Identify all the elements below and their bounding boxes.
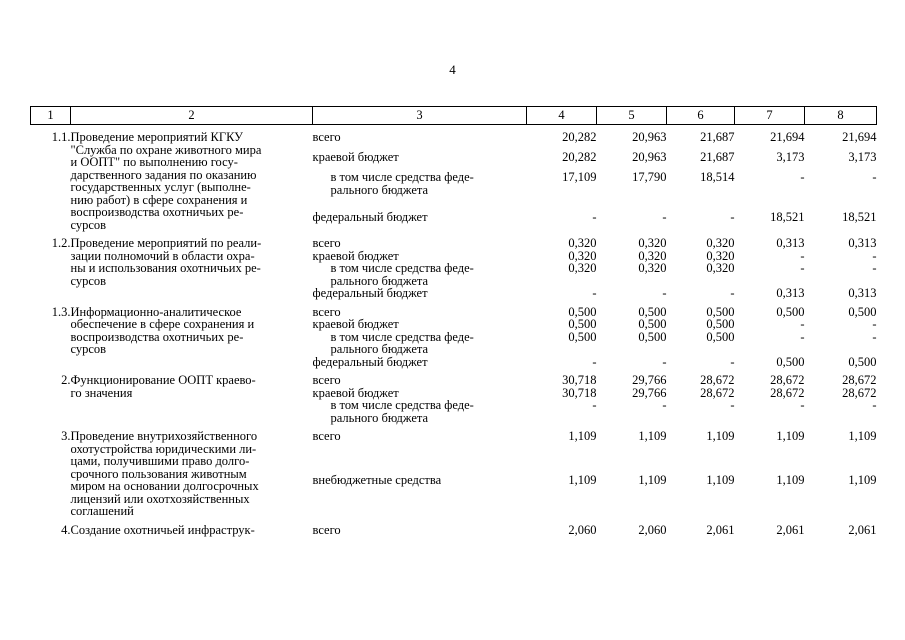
funding-source: всего (312, 130, 341, 144)
header-cell: 2 (71, 107, 313, 125)
value-cell: - (662, 398, 667, 412)
value-cell: 1,109 (568, 429, 597, 443)
item-number: 2. (61, 373, 71, 387)
value-cell: 20,282 (562, 150, 597, 164)
funding-source (313, 262, 527, 287)
value-cell: 0,500 (568, 304, 597, 319)
funding-source (313, 331, 527, 356)
header-cell: 7 (735, 107, 805, 125)
funding-source: всего (312, 236, 341, 250)
funding-source: краевой бюджет (312, 248, 399, 263)
header-cell: 1 (31, 107, 71, 125)
value-cell: 28,672 (770, 373, 805, 387)
item-name-line: Проведение мероприятий по реали- (70, 236, 262, 250)
item-name-line: цами, получившими право долго- (70, 454, 250, 468)
table-row (31, 306, 877, 319)
funding-source: федеральный бюджет (312, 286, 428, 300)
value-cell: 0,320 (638, 248, 667, 263)
value-cell: - (872, 317, 877, 331)
header-cell: 8 (805, 107, 877, 125)
item-name (71, 237, 313, 300)
value-cell: 0,500 (706, 304, 735, 319)
value-cell: 17,790 (632, 170, 667, 184)
value-cell: 21,694 (842, 130, 877, 144)
value-cell: 1,109 (848, 472, 877, 487)
value-cell: 1,109 (568, 472, 597, 487)
value-cell: 18,514 (700, 170, 735, 184)
value-cell: 0,320 (568, 261, 597, 275)
funding-source-line: в том числе средства феде- (330, 329, 474, 344)
value-cell: - (800, 329, 805, 344)
value-cell: - (800, 248, 805, 263)
funding-source-line: в том числе средства феде- (330, 398, 474, 412)
funding-source: всего (312, 522, 341, 537)
item-name (71, 524, 313, 537)
value-cell: 29,766 (632, 373, 667, 387)
table-row (31, 237, 877, 250)
value-cell: 20,963 (632, 150, 667, 164)
table-body (31, 125, 877, 537)
value-cell: - (662, 210, 667, 224)
value-cell: 29,766 (632, 385, 667, 400)
funding-source-line: рального бюджета (330, 410, 429, 425)
value-cell: 2,060 (638, 522, 667, 537)
value-cell: - (800, 398, 805, 412)
value-cell: 30,718 (562, 385, 597, 400)
item-name (71, 131, 313, 231)
item-name-line: зации полномочий в области охра- (70, 248, 255, 263)
value-cell: 28,672 (842, 373, 877, 387)
item-name (71, 374, 313, 424)
value-cell: 0,500 (638, 317, 667, 331)
value-cell: - (800, 170, 805, 184)
funding-source: федеральный бюджет (312, 210, 428, 224)
value-cell: - (662, 286, 667, 300)
value-cell: - (730, 398, 735, 412)
value-cell: 1,109 (776, 472, 805, 487)
value-cell: 0,500 (776, 304, 805, 319)
item-name-line: сурсов (70, 342, 107, 356)
value-cell: - (592, 210, 597, 224)
funding-source: краевой бюджет (312, 150, 399, 164)
item-number: 1.2. (51, 236, 71, 250)
value-cell: 28,672 (770, 385, 805, 400)
item-name-line: дарственного задания по оказанию (70, 167, 257, 182)
value-cell: 0,313 (776, 286, 805, 300)
value-cell: 2,060 (568, 522, 597, 537)
header-row (31, 107, 877, 125)
value-cell: - (592, 286, 597, 300)
item-number: 1.1. (51, 130, 71, 144)
value-cell: 1,109 (776, 429, 805, 443)
item-name-line: Функционирование ООПТ краево- (70, 373, 256, 387)
value-cell: 30,718 (562, 373, 597, 387)
value-cell: 3,173 (776, 150, 805, 164)
value-cell: - (730, 354, 735, 369)
budget-table (30, 106, 877, 536)
item-name-line: Проведение внутрихозяйственного (70, 429, 258, 443)
value-cell: 1,109 (638, 429, 667, 443)
value-cell: - (662, 354, 667, 369)
item-name (71, 430, 313, 518)
item-name-line: Создание охотничьей инфраструк- (70, 522, 255, 537)
value-cell: 0,500 (568, 317, 597, 331)
value-cell: 0,500 (568, 329, 597, 344)
value-cell: 21,687 (700, 150, 735, 164)
item-name-line: Информационно-аналитическое (70, 304, 242, 319)
value-cell: - (872, 170, 877, 184)
value-cell: - (800, 317, 805, 331)
item-name-line: срочного пользования животным (70, 466, 247, 481)
value-cell: 0,313 (848, 286, 877, 300)
value-cell: 1,109 (848, 429, 877, 443)
funding-source: внебюджетные средства (312, 472, 442, 487)
item-name-line: сурсов (70, 217, 107, 232)
value-cell: 0,313 (776, 236, 805, 250)
item-name-line: нию работ) в сфере сохранения и (70, 192, 248, 207)
value-cell: 28,672 (700, 385, 735, 400)
funding-source (313, 399, 527, 424)
funding-source: всего (312, 429, 341, 443)
item-name-line: лицензий или охотхозяйственных (70, 491, 250, 506)
table-row (31, 430, 877, 474)
value-cell: - (592, 354, 597, 369)
value-cell: 3,173 (848, 150, 877, 164)
value-cell: 1,109 (706, 429, 735, 443)
value-cell: 18,521 (842, 210, 877, 224)
item-name (71, 306, 313, 369)
item-name-line: го значения (70, 385, 133, 400)
value-cell: 2,061 (848, 522, 877, 537)
table-row (31, 524, 877, 537)
funding-source: краевой бюджет (312, 385, 399, 400)
header-cell: 6 (667, 107, 735, 125)
item-name-line: сурсов (70, 273, 107, 288)
value-cell: 18,521 (770, 210, 805, 224)
item-name-line: миром на основании долгосрочных (70, 479, 259, 493)
funding-source: всего (312, 304, 341, 319)
header-cell: 5 (597, 107, 667, 125)
value-cell: 0,313 (848, 236, 877, 250)
item-number: 3. (61, 429, 71, 443)
value-cell: 28,672 (842, 385, 877, 400)
value-cell: 1,109 (706, 472, 735, 487)
value-cell: - (872, 261, 877, 275)
funding-source: краевой бюджет (312, 317, 399, 331)
funding-source-line: рального бюджета (330, 342, 429, 356)
value-cell: 28,672 (700, 373, 735, 387)
value-cell: 0,500 (638, 329, 667, 344)
item-number: 4. (61, 522, 71, 537)
value-cell: 2,061 (776, 522, 805, 537)
value-cell: - (872, 248, 877, 263)
item-name-line: ны и использования охотничьих ре- (70, 261, 261, 275)
value-cell: 17,109 (562, 170, 597, 184)
funding-source (313, 171, 527, 211)
funding-source-line: рального бюджета (330, 182, 429, 197)
value-cell: 0,320 (706, 261, 735, 275)
value-cell: 0,500 (638, 304, 667, 319)
item-name-line: соглашений (70, 504, 134, 518)
item-name-line: Проведение мероприятий КГКУ (70, 130, 244, 144)
value-cell: 0,500 (706, 329, 735, 344)
value-cell: 0,500 (848, 354, 877, 369)
item-name-line: охотустройства юридическими ли- (70, 441, 257, 456)
value-cell: 0,320 (706, 236, 735, 250)
value-cell: 0,500 (706, 317, 735, 331)
value-cell: 21,694 (770, 130, 805, 144)
header-cell: 4 (527, 107, 597, 125)
table-row (31, 374, 877, 387)
table-row (31, 131, 877, 151)
value-cell: 0,500 (848, 304, 877, 319)
value-cell: 0,320 (568, 248, 597, 263)
funding-source: федеральный бюджет (312, 354, 428, 369)
value-cell: 20,282 (562, 130, 597, 144)
item-name-line: государственных услуг (выполне- (70, 180, 251, 194)
value-cell: 0,320 (706, 248, 735, 263)
value-cell: - (800, 261, 805, 275)
page-number: 4 (449, 62, 456, 77)
item-number: 1.3. (51, 304, 71, 319)
funding-source: всего (312, 373, 341, 387)
value-cell: 0,320 (568, 236, 597, 250)
value-cell: 0,320 (638, 261, 667, 275)
item-name-line: и ООПТ" по выполнению госу- (70, 155, 238, 169)
value-cell: 1,109 (638, 472, 667, 487)
header-cell: 3 (313, 107, 527, 125)
item-name-line: "Служба по охране животного мира (70, 142, 262, 157)
value-cell: - (730, 210, 735, 224)
value-cell: - (592, 398, 597, 412)
item-name-line: обеспечение в сфере сохранения и (70, 317, 255, 331)
value-cell: - (872, 398, 877, 412)
funding-source-line: в том числе средства феде- (330, 170, 474, 184)
value-cell: - (872, 329, 877, 344)
value-cell: 0,320 (638, 236, 667, 250)
value-cell: - (730, 286, 735, 300)
value-cell: 21,687 (700, 130, 735, 144)
item-name-line: воспроизводства охотничьих ре- (70, 205, 244, 219)
value-cell: 2,061 (706, 522, 735, 537)
value-cell: 0,500 (776, 354, 805, 369)
value-cell: 20,963 (632, 130, 667, 144)
funding-source-line: рального бюджета (330, 273, 429, 288)
item-name-line: воспроизводства охотничьих ре- (70, 329, 244, 344)
funding-source-line: в том числе средства феде- (330, 261, 474, 275)
